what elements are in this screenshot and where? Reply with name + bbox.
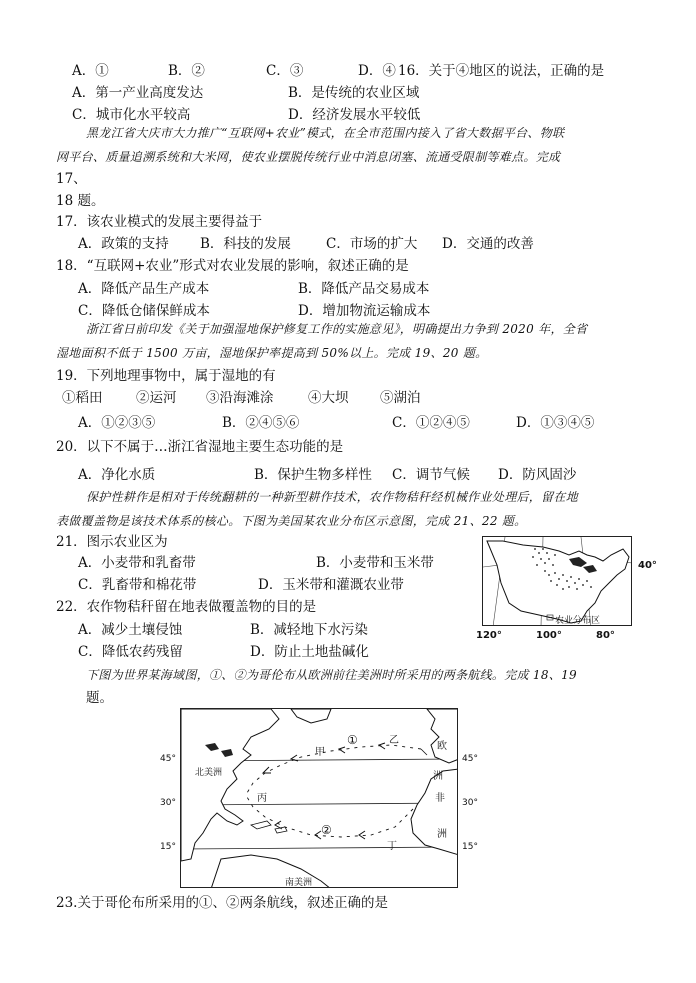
q19-option-d: D．①③④⑤ bbox=[516, 415, 595, 431]
q19-item-3: ③沿海滩涂 bbox=[206, 390, 274, 406]
atlantic-routes-map bbox=[180, 708, 458, 888]
question-23-stem: 23.关于哥伦布所采用的①、②两条航线，叙述正确的是 bbox=[56, 895, 388, 911]
atlantic-lat-30-left: 30° bbox=[160, 798, 176, 808]
q18-option-c: C．降低仓储保鲜成本 bbox=[78, 303, 210, 319]
q19-item-4: ④大坝 bbox=[308, 390, 349, 406]
label-route-2: ② bbox=[321, 823, 332, 837]
label-africa-2: 洲 bbox=[437, 829, 447, 840]
option-d: D．④ bbox=[358, 63, 396, 79]
q21-option-c: C．乳畜带和棉花带 bbox=[78, 577, 197, 593]
q22-option-a: A．减少土壤侵蚀 bbox=[78, 622, 183, 638]
q19-item-2: ②运河 bbox=[136, 390, 177, 406]
label-jia: 甲 bbox=[315, 747, 325, 758]
question-17-stem: 17．该农业模式的发展主要得益于 bbox=[56, 214, 263, 230]
q20-option-d: D．防风固沙 bbox=[498, 467, 577, 483]
q21-option-a: A．小麦带和乳畜带 bbox=[78, 555, 196, 571]
usa-map-lon-120: 120° bbox=[476, 630, 502, 641]
usa-map-lon-100: 100° bbox=[536, 630, 562, 641]
q17-option-a: A．政策的支持 bbox=[78, 236, 169, 252]
q16-option-a: A．第一产业高度发达 bbox=[72, 85, 204, 101]
question-22-stem: 22．农作物秸秆留在地表做覆盖物的目的是 bbox=[56, 599, 317, 615]
question-18-stem: 18．“互联网+农业”形式对农业发展的影响，叙述正确的是 bbox=[56, 258, 409, 274]
q22-option-b: B．减轻地下水污染 bbox=[250, 622, 368, 638]
q19-item-5: ⑤湖泊 bbox=[380, 390, 421, 406]
usa-map-lat-40: 40° bbox=[638, 560, 657, 571]
usa-map-lon-80: 80° bbox=[596, 630, 615, 641]
atlantic-lat-30-right: 30° bbox=[462, 798, 478, 808]
label-europe-1: 欧 bbox=[437, 741, 447, 752]
label-ding: 丁 bbox=[387, 841, 397, 852]
q19-option-a: A．①②③⑤ bbox=[78, 415, 156, 431]
atlantic-lat-15-right: 15° bbox=[462, 842, 478, 852]
option-b: B．② bbox=[168, 63, 205, 79]
label-north-america: 北美洲 bbox=[195, 768, 223, 778]
question-21-stem: 21．图示农业区为 bbox=[56, 534, 168, 550]
q19-option-c: C．①②④⑤ bbox=[392, 415, 470, 431]
label-south-america: 南美洲 bbox=[285, 878, 313, 888]
q18-option-d: D．增加物流运输成本 bbox=[298, 303, 431, 319]
q18-option-b: B．降低产品交易成本 bbox=[298, 281, 430, 297]
label-route-1: ① bbox=[347, 733, 358, 747]
atlantic-lat-15-left: 15° bbox=[160, 842, 176, 852]
q16-option-b: B．是传统的农业区域 bbox=[288, 85, 420, 101]
question-20-stem: 20．以下不属于…浙江省湿地主要生态功能的是 bbox=[56, 439, 344, 455]
usa-map-legend-label: 农业分布区 bbox=[555, 616, 601, 626]
passage-3-line-2: 表做覆盖物是该技术体系的核心。下图为美国某农业分布区示意图，完成 21、22 题。 bbox=[56, 514, 527, 528]
atlantic-lat-45-right: 45° bbox=[462, 754, 478, 764]
atlantic-map-drawing bbox=[181, 709, 458, 888]
label-bing: 丙 bbox=[257, 793, 267, 804]
q18-option-a: A．降低产品生产成本 bbox=[78, 281, 210, 297]
passage-1-line-3: 17、 bbox=[56, 171, 87, 187]
question-19-stem: 19．下列地理事物中，属于湿地的有 bbox=[56, 368, 276, 384]
q19-option-b: B．②④⑤⑥ bbox=[222, 415, 300, 431]
passage-1-line-1: 黑龙江省大庆市大力推广“互联网+农业”模式，在全市范围内接入了省大数据平台、物联 bbox=[86, 126, 565, 140]
option-a: A．① bbox=[72, 63, 109, 79]
passage-1-line-4: 18 题。 bbox=[56, 193, 105, 209]
q19-item-1: ①稻田 bbox=[62, 390, 103, 406]
option-c: C．③ bbox=[266, 63, 304, 79]
q16-option-d: D．经济发展水平较低 bbox=[288, 107, 421, 123]
q21-option-b: B．小麦带和玉米带 bbox=[316, 555, 434, 571]
label-europe-2: 洲 bbox=[433, 771, 443, 782]
passage-3-line-1: 保护性耕作是相对于传统翻耕的一种新型耕作技术，农作物秸秆经机械作业处理后，留在地 bbox=[86, 490, 579, 504]
q20-option-b: B．保护生物多样性 bbox=[254, 467, 372, 483]
label-africa-1: 非 bbox=[435, 793, 445, 804]
q20-option-a: A．净化水质 bbox=[78, 467, 156, 483]
q17-option-c: C．市场的扩大 bbox=[326, 236, 418, 252]
question-16-stem: 16．关于④地区的说法，正确的是 bbox=[398, 63, 605, 79]
atlantic-lat-45-left: 45° bbox=[160, 754, 176, 764]
usa-agriculture-map bbox=[482, 536, 632, 626]
q17-option-b: B．科技的发展 bbox=[200, 236, 291, 252]
q20-option-c: C．调节气候 bbox=[392, 467, 470, 483]
q22-option-c: C．降低农药残留 bbox=[78, 644, 183, 660]
passage-2-line-1: 浙江省日前印发《关于加强湿地保护修复工作的实施意见》，明确提出力争到 2020 年，全省 bbox=[86, 322, 588, 336]
q17-option-d: D．交通的改善 bbox=[442, 236, 534, 252]
passage-4-line-2: 题。 bbox=[86, 690, 113, 706]
label-yi: 乙 bbox=[389, 735, 399, 746]
passage-4-line-1: 下图为世界某海域图，①、②为哥伦布从欧洲前往美洲时所采用的两条航线。完成 18、19 bbox=[86, 668, 577, 682]
passage-1-line-2: 网平台、质量追溯系统和大米网，使农业摆脱传统行业中消息闭塞、流通受限制等难点。完成 bbox=[56, 150, 561, 164]
q16-option-c: C．城市化水平较高 bbox=[72, 107, 191, 123]
q21-option-d: D．玉米带和灌溉农业带 bbox=[258, 577, 404, 593]
q22-option-d: D．防止土地盐碱化 bbox=[250, 644, 369, 660]
passage-2-line-2: 湿地面积不低于 1500 万亩，湿地保护率提高到 50%以上。完成 19、20 题。 bbox=[56, 346, 488, 360]
